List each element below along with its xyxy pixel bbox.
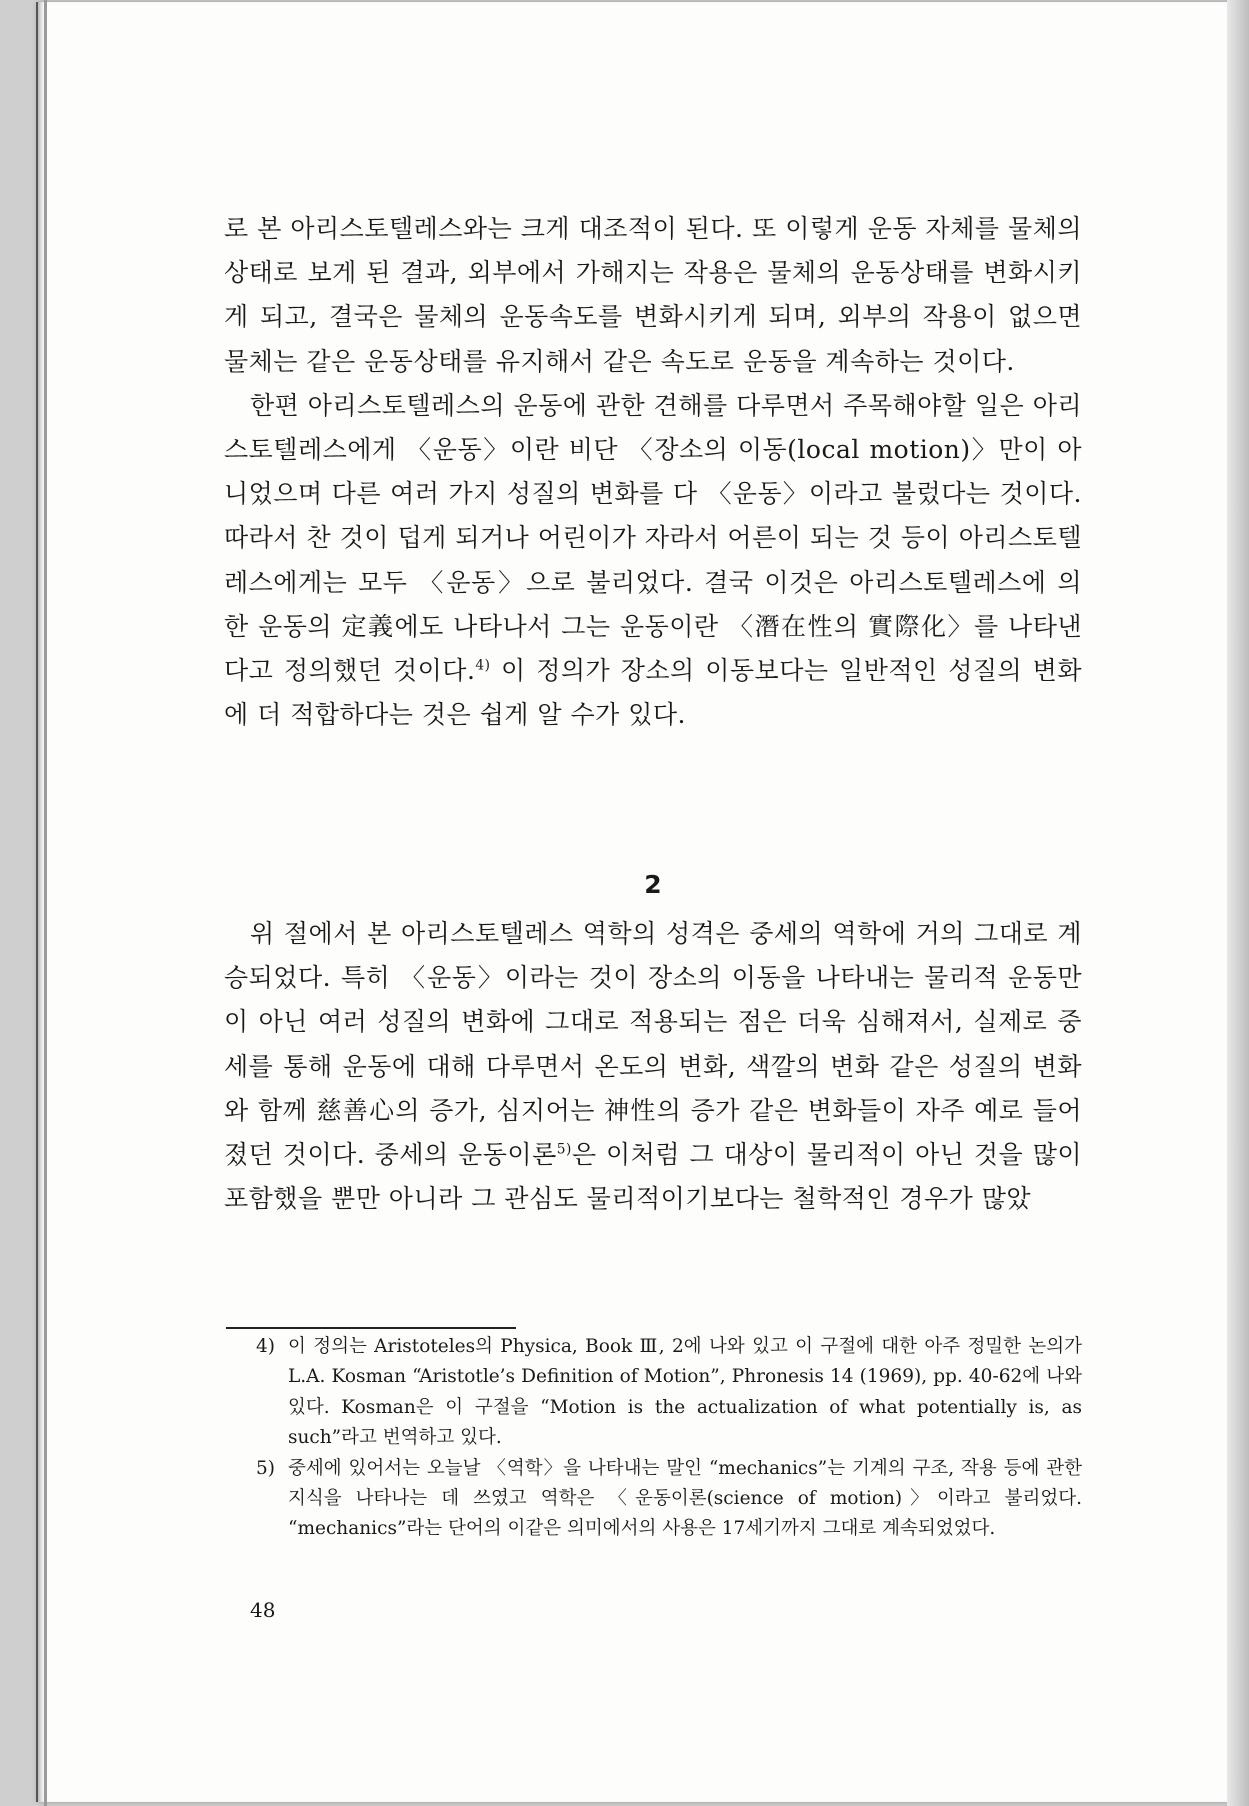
paragraph-continuation: 로 본 아리스토텔레스와는 크게 대조적이 된다. 또 이렇게 운동 자체를 물체의 상태로 보게 된 결과, 외부에서 가해지는 작용은 물체의 운동상태를 변화시키게 되고, 결국은 물체의 운동속도를 변화시키게 되며, 외부의 작용이 없으면 물체는 같은 운동상태를 유지해서 같은 속도로 운동을 계속하는 것이다.: [224, 214, 1082, 376]
footnote-ref-4[interactable]: 4): [475, 657, 491, 674]
footnote-number: 5): [256, 1457, 275, 1479]
footnote-divider: [226, 1327, 516, 1329]
footnote-4: [256, 1332, 1082, 1454]
body-text-section-2: [224, 912, 1082, 1221]
paragraph-aristotle-motion-text: 한편 아리스토텔레스의 운동에 관한 견해를 다루면서 주목해야할 일은 아리스토텔레스에게 〈운동〉이란 비단 〈장소의 이동(local motion)〉만이 아니었으며 다른 여러 가지 성질의 변화를 다 〈운동〉이라고 불렀다는 것이다. 따라서 찬 것이 덥게 되거나 어린이가 자라서 어른이 되는 것 등이 아리스토텔레스에게는 모두 〈운동〉으로 불리었다. 결국 이것은 아리스토텔레스에 의한 운동의 定義에도 나타나서 그는 운동이란 〈潛在性의 實際化〉를 나타낸다고 정의했던 것이다.: [224, 390, 1082, 686]
paragraph-aristotle-motion: [224, 384, 1082, 738]
paragraph-medieval-tail: 은 이처럼 그 대상이 물리적이 아닌 것을 많이 포함했을 뿐만 아니라 그 관심도 물리적이기보다는 철학적인 경우가 많았: [224, 1140, 1082, 1214]
paragraph-aristotle-motion-tail: 이 정의가 장소의 이동보다는 일반적인 성질의 변화에 더 적합하다는 것은 쉽게 알 수가 있다.: [224, 656, 1082, 730]
paragraph-medieval-text: 위 절에서 본 아리스토텔레스 역학의 성격은 중세의 역학에 거의 그대로 계승되었다. 특히 〈운동〉이라는 것이 장소의 이동을 나타내는 물리적 운동만이 아닌 여러 성질의 변화에 그대로 적용되는 점은 더욱 심해져서, 실제로 중세를 통해 운동에 대해 다루면서 온도의 변화, 색깔의 변화 같은 성질의 변화와 함께 慈善心의 증가, 심지어는 神性의 증가 같은 변화들이 자주 예로 들어졌던 것이다. 중세의 운동이론: [224, 919, 1082, 1170]
footnote-5: [256, 1454, 1082, 1545]
footnote-ref-5[interactable]: 5): [556, 1141, 572, 1158]
section-number: 2: [644, 870, 662, 899]
page-right-shadow: [1227, 0, 1249, 1806]
page-number: 48: [250, 1598, 276, 1622]
footnote-text: 이 정의는 Aristoteles의 Physica, Book Ⅲ, 2에 나와 있고 이 구절에 대한 아주 정밀한 논의가 L.A. Kosman “Aristotle’s Definition of Motion”, Phronesis 14 (1969), pp. 40-62에 나와 있다. Kosman은 이 구절을 “Motion is the actualization of what potentially is, as such”라고 번역하고 있다.: [288, 1336, 1082, 1449]
paragraph-medieval-mechanics: [224, 912, 1082, 1221]
footnote-number: 4): [256, 1336, 275, 1357]
footnotes: [256, 1332, 1082, 1545]
body-text-upper: [224, 207, 1082, 737]
page-binding-edge: [44, 0, 47, 1806]
footnote-text: 중세에 있어서는 오늘날 〈역학〉을 나타내는 말인 “mechanics”는 기계의 구조, 작용 등에 관한 지식을 나타나는 데 쓰였고 역학은 〈운동이론(science of motion)〉이라고 불리었다. “mechanics”라는 단어의 이같은 의미에서의 사용은 17세기까지 그대로 계속되었었다.: [288, 1457, 1082, 1540]
